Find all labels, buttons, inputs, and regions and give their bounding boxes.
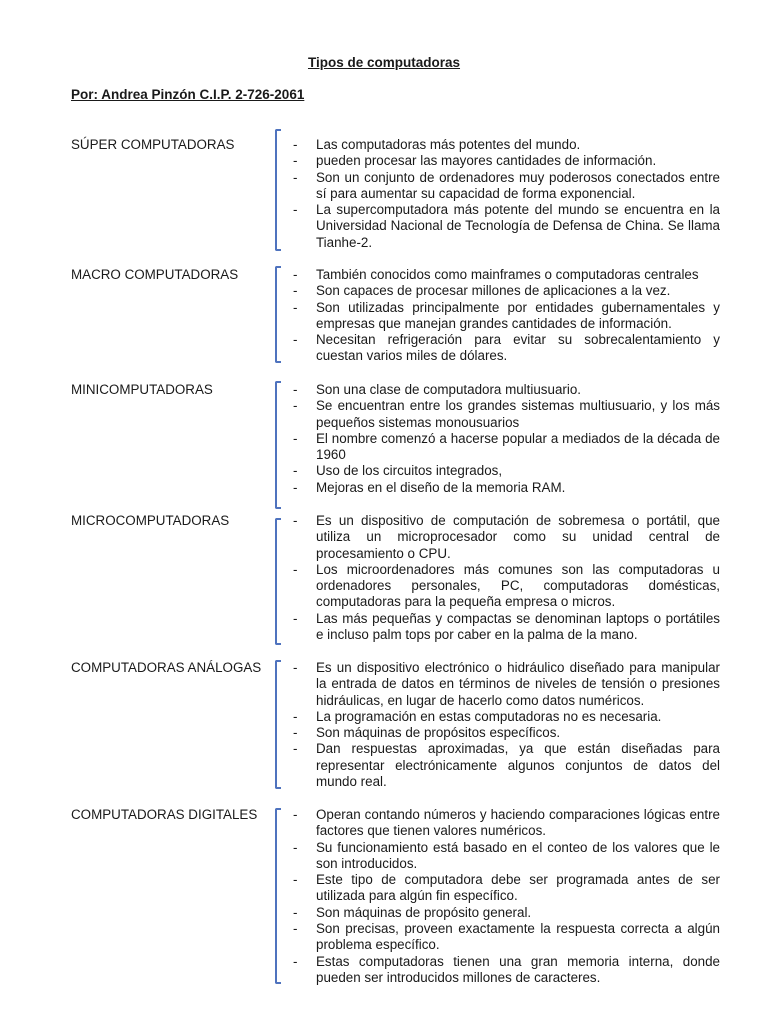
list-item-text: Es un dispositivo de computación de sobremesa o portátil, que utiliza un microprocesador como su unidad central de procesamiento o CPU.	[316, 513, 720, 561]
list-item	[292, 382, 720, 398]
section-label: SÚPER COMPUTADORAS	[71, 137, 235, 152]
bracket-divider	[275, 808, 281, 984]
list-item	[292, 283, 720, 299]
dash-bullet: -	[293, 610, 298, 626]
list-item	[292, 562, 720, 611]
list-item-text: Es un dispositivo electrónico o hidráulico diseñado para manipular la entrada de datos en términos de niveles de tensión o presiones hidráulicas, en lugar de hacerlo como datos numéricos.	[316, 660, 720, 708]
document-author: Por: Andrea Pinzón C.I.P. 2-726-2061	[71, 87, 305, 102]
list-item-text: Mejoras en el diseño de la memoria RAM.	[316, 479, 566, 495]
list-item-text: pueden procesar las mayores cantidades de información.	[316, 153, 657, 169]
list-item	[292, 709, 720, 725]
list-item-text: Operan contando números y haciendo comparaciones lógicas entre factores que tienen valores numéricos.	[316, 807, 720, 839]
dash-bullet: -	[293, 267, 298, 282]
bullet-list	[292, 660, 720, 790]
list-item-text: Las computadoras más potentes del mundo.	[316, 137, 581, 152]
dash-bullet: -	[293, 430, 298, 446]
dash-bullet: -	[293, 299, 298, 315]
list-item	[292, 840, 720, 873]
list-item	[292, 741, 720, 790]
dash-bullet: -	[293, 153, 298, 169]
list-item-text: Necesitan refrigeración para evitar su sobrecalentamiento y cuestan varios miles de dólares.	[316, 332, 720, 364]
list-item	[292, 153, 720, 169]
list-item-text: Su funcionamiento está basado en el conteo de los valores que le son introducidos.	[316, 839, 720, 871]
bracket-divider	[275, 660, 281, 789]
bracket-divider	[275, 266, 281, 363]
bullet-list	[292, 267, 720, 365]
bullet-list	[292, 137, 720, 251]
bracket-divider	[275, 518, 281, 645]
list-item	[292, 513, 720, 562]
dash-bullet: -	[293, 904, 298, 920]
list-item-text: También conocidos como mainframes o computadoras centrales	[316, 267, 699, 282]
list-item-text: Las más pequeñas y compactas se denominan laptops o portátiles e incluso palm tops por caber en la palma de la mano.	[316, 610, 720, 643]
dash-bullet: -	[293, 283, 298, 299]
list-item-text: Son máquinas de propósito general.	[316, 904, 532, 920]
dash-bullet: -	[293, 463, 298, 479]
dash-bullet: -	[293, 708, 298, 724]
section-label: MACRO COMPUTADORAS	[71, 267, 239, 282]
list-item	[292, 921, 720, 954]
list-item-text: Son utilizadas principalmente por entidades gubernamentales y empresas que manejan grandes cantidades de información.	[316, 299, 720, 331]
section-label: COMPUTADORAS DIGITALES	[71, 807, 258, 822]
bullet-list	[292, 382, 720, 496]
list-item	[292, 170, 720, 203]
dash-bullet: -	[293, 169, 298, 185]
list-item	[292, 267, 720, 283]
dash-bullet: -	[293, 741, 298, 757]
list-item	[292, 431, 720, 464]
document-title: Tipos de computadoras	[307, 55, 461, 70]
dash-bullet: -	[293, 398, 298, 414]
list-item	[292, 463, 720, 479]
list-item	[292, 611, 720, 644]
dash-bullet: -	[293, 872, 298, 888]
bullet-list	[292, 513, 720, 643]
bullet-list	[292, 807, 720, 986]
list-item-text: Son máquinas de propósitos específicos.	[316, 725, 561, 741]
dash-bullet: -	[293, 202, 298, 218]
list-item-text: La programación en estas computadoras no es necesaria.	[316, 708, 662, 724]
bracket-divider	[275, 381, 281, 509]
dash-bullet: -	[293, 561, 298, 577]
list-item	[292, 905, 720, 921]
dash-bullet: -	[293, 921, 298, 937]
list-item	[292, 137, 720, 153]
list-item	[292, 480, 720, 496]
list-item-text: La supercomputadora más potente del mundo se encuentra en la Universidad Nacional de Tecnología de Defensa de China. Se llama Tianhe-2.	[316, 202, 720, 250]
section-label: COMPUTADORAS ANÁLOGAS	[71, 660, 262, 675]
list-item-text: Estas computadoras tienen una gran memoria interna, donde pueden ser introducidos millones de caracteres.	[316, 953, 720, 985]
dash-bullet: -	[293, 839, 298, 855]
list-item	[292, 202, 720, 251]
list-item-text: Dan respuestas aproximadas, ya que están diseñadas para representar electrónicamente algunos conjuntos de datos del mundo real.	[316, 741, 720, 790]
section-label: MICROCOMPUTADORAS	[71, 513, 230, 528]
list-item	[292, 332, 720, 365]
list-item	[292, 398, 720, 431]
list-item-text: Son un conjunto de ordenadores muy poderosos conectados entre sí para aumentar su capacidad de forma exponencial.	[316, 169, 720, 201]
list-item-text: Este tipo de computadora debe ser programada antes de ser utilizada para algún fin específico.	[316, 872, 720, 904]
dash-bullet: -	[293, 660, 298, 675]
list-item-text: Son capaces de procesar millones de aplicaciones a la vez.	[316, 283, 671, 299]
list-item	[292, 872, 720, 905]
list-item	[292, 725, 720, 741]
list-item	[292, 954, 720, 987]
list-item-text: Se encuentran entre los grandes sistemas multiusuario, y los más pequeños sistemas monousuarios	[316, 398, 720, 430]
list-item-text: Son una clase de computadora multiusuario.	[316, 382, 581, 397]
dash-bullet: -	[293, 332, 298, 348]
dash-bullet: -	[293, 513, 298, 528]
list-item-text: El nombre comenzó a hacerse popular a mediados de la década de 1960	[316, 430, 720, 463]
dash-bullet: -	[293, 479, 298, 495]
list-item	[292, 807, 720, 840]
dash-bullet: -	[293, 382, 298, 397]
list-item	[292, 660, 720, 709]
list-item-text: Son precisas, proveen exactamente la respuesta correcta a algún problema específico.	[316, 921, 720, 953]
bracket-divider	[275, 129, 281, 251]
dash-bullet: -	[293, 725, 298, 741]
list-item-text: Uso de los circuitos integrados,	[316, 463, 503, 479]
list-item-text: Los microordenadores más comunes son las computadoras u ordenadores personales, PC, computadoras domésticas, computadoras para la pequeña empresa o micros.	[316, 561, 720, 610]
section-label: MINICOMPUTADORAS	[71, 382, 213, 397]
dash-bullet: -	[293, 807, 298, 822]
dash-bullet: -	[293, 137, 298, 152]
list-item	[292, 300, 720, 333]
dash-bullet: -	[293, 953, 298, 969]
